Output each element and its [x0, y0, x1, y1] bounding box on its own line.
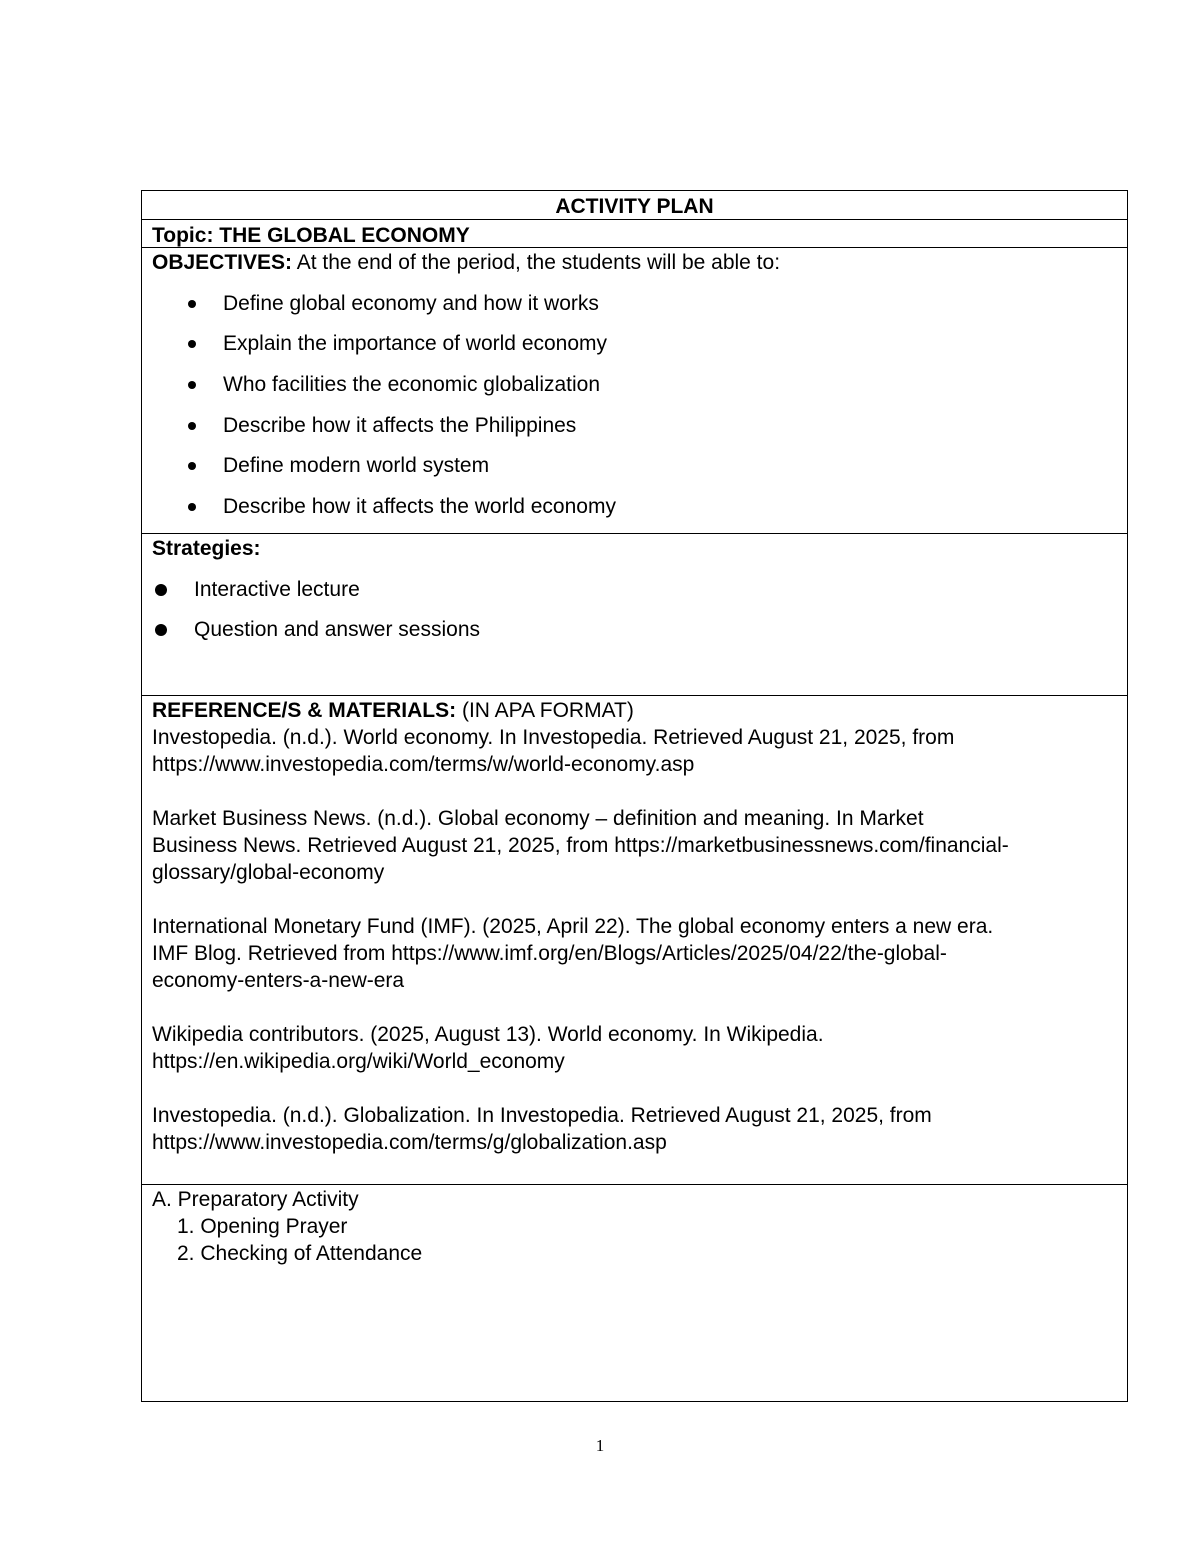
strategy-text: Interactive lecture	[194, 577, 360, 601]
activity-plan-title: ACTIVITY PLAN	[555, 195, 714, 218]
reference-line: Investopedia. (n.d.). Globalization. In Investopedia. Retrieved August 21, 2025, from	[152, 1104, 932, 1127]
strategy-item	[152, 616, 1117, 643]
activity-plan-table	[141, 190, 1128, 1402]
preparatory-activity-section	[142, 1184, 1127, 1401]
objective-text: Describe how it affects the world economy	[223, 495, 616, 519]
reference-entry	[152, 913, 1117, 994]
bullet-icon	[155, 624, 167, 636]
preparatory-heading: A. Preparatory Activity	[152, 1188, 359, 1211]
objective-text: Explain the importance of world economy	[223, 332, 608, 356]
strategy-text: Question and answer sessions	[194, 618, 480, 642]
reference-line: economy-enters-a-new-era	[152, 969, 405, 992]
bullet-icon	[188, 462, 196, 470]
bullet-icon	[188, 340, 196, 348]
reference-entry	[152, 724, 1117, 778]
reference-line: Wikipedia contributors. (2025, August 13). World economy. In Wikipedia.	[152, 1023, 824, 1046]
reference-entry	[152, 1021, 1117, 1075]
topic-heading: Topic: THE GLOBAL ECONOMY	[142, 219, 1127, 247]
objective-item	[152, 290, 1117, 317]
objectives-list	[152, 290, 1117, 520]
objective-item	[152, 330, 1117, 357]
reference-line: Business News. Retrieved August 21, 2025, from https://marketbusinessnews.com/financial-	[152, 834, 1009, 857]
bullet-icon	[155, 584, 167, 596]
page-number: 1	[595, 1436, 605, 1455]
reference-line: Market Business News. (n.d.). Global economy – definition and meaning. In Market	[152, 807, 924, 830]
strategy-item	[152, 576, 1117, 603]
preparatory-item: 1. Opening Prayer	[177, 1215, 348, 1238]
objectives-label: OBJECTIVES:	[152, 251, 293, 274]
preparatory-item: 2. Checking of Attendance	[177, 1242, 423, 1265]
bullet-icon	[188, 300, 196, 308]
objective-text: Who facilities the economic globalization	[223, 373, 601, 397]
objectives-intro	[152, 249, 1117, 276]
reference-line: glossary/global-economy	[152, 861, 385, 884]
reference-line: International Monetary Fund (IMF). (2025, April 22). The global economy enters a new era.	[152, 915, 994, 938]
objective-item	[152, 371, 1117, 398]
strategies-section	[142, 533, 1127, 695]
reference-line: https://www.investopedia.com/terms/w/world-economy.asp	[152, 753, 695, 776]
objectives-intro-text: At the end of the period, the students will be able to:	[292, 251, 781, 274]
objective-text: Define modern world system	[223, 454, 490, 478]
objective-item	[152, 412, 1117, 439]
reference-line: Investopedia. (n.d.). World economy. In Investopedia. Retrieved August 21, 2025, from	[152, 726, 955, 749]
references-note: (IN APA FORMAT)	[456, 699, 634, 722]
references-heading	[152, 697, 1117, 724]
reference-entry	[152, 1102, 1117, 1156]
reference-entry	[152, 805, 1117, 886]
references-section	[142, 695, 1127, 1184]
reference-line: IMF Blog. Retrieved from https://www.imf.org/en/Blogs/Articles/2025/04/22/the-global-	[152, 942, 947, 965]
bullet-icon	[188, 422, 196, 430]
strategies-label: Strategies:	[152, 537, 261, 560]
reference-line: https://en.wikipedia.org/wiki/World_economy	[152, 1050, 565, 1073]
objectives-section	[142, 247, 1127, 533]
references-label: REFERENCE/S & MATERIALS:	[152, 699, 457, 722]
objective-item	[152, 493, 1117, 520]
bullet-icon	[188, 503, 196, 511]
bullet-icon	[188, 381, 196, 389]
strategies-list	[152, 576, 1117, 644]
objective-text: Define global economy and how it works	[223, 291, 599, 315]
preparatory-list	[152, 1213, 1117, 1267]
reference-line: https://www.investopedia.com/terms/g/globalization.asp	[152, 1131, 667, 1154]
objective-item	[152, 452, 1117, 479]
objective-text: Describe how it affects the Philippines	[223, 413, 577, 437]
